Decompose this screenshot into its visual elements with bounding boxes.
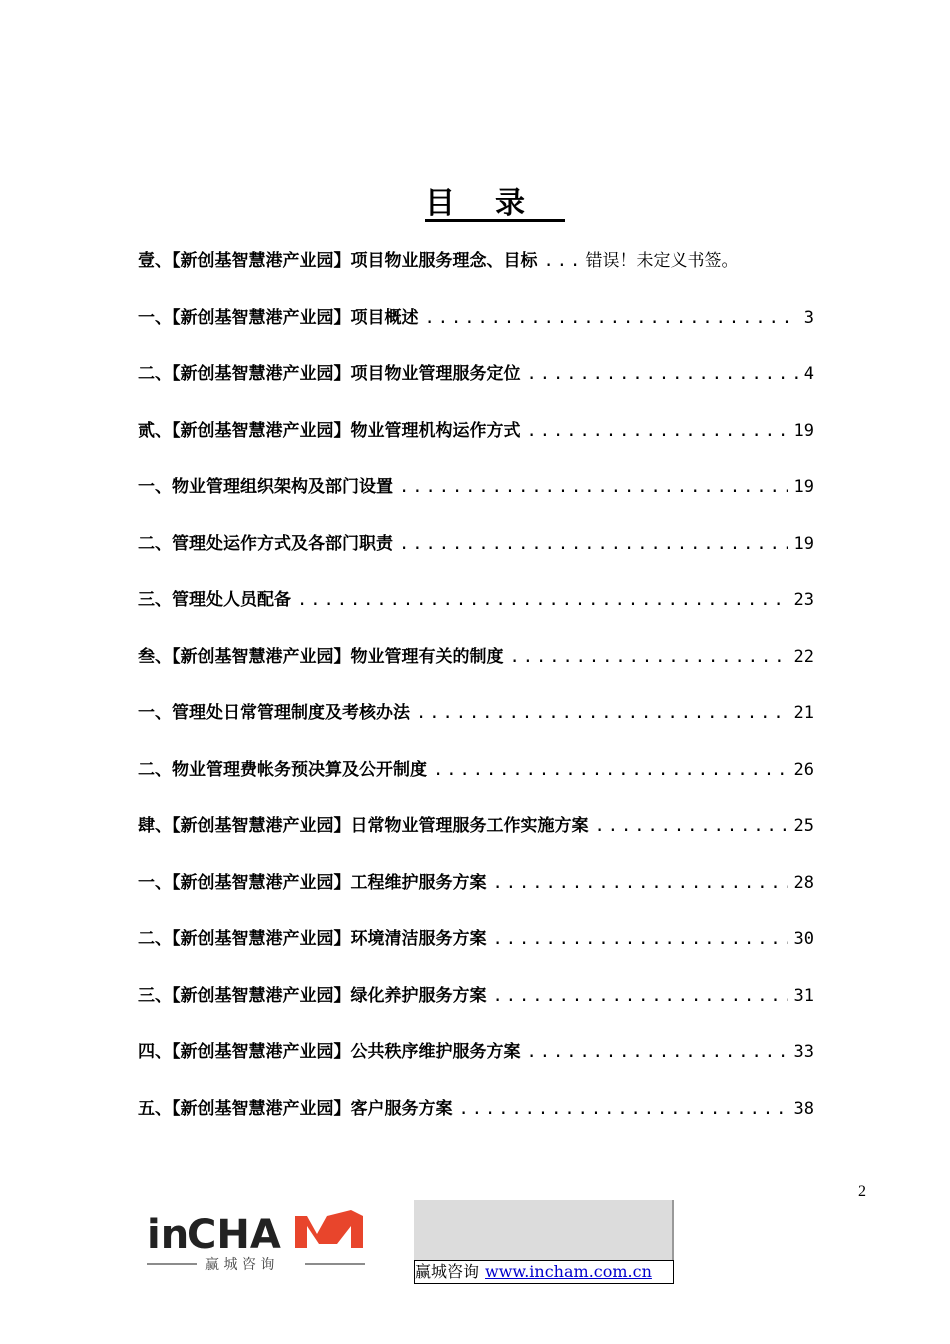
footer-url-link[interactable]: www.incham.com.cn <box>485 1262 652 1281</box>
toc-leader-dots <box>595 816 788 836</box>
toc-entry-text: 二、【新创基智慧港产业园】项目物业管理服务定位 <box>138 364 521 384</box>
toc-entry[interactable] <box>138 1094 814 1151</box>
toc-entry[interactable] <box>138 642 814 699</box>
toc-entry-text: 三、【新创基智慧港产业园】绿化养护服务方案 <box>138 985 487 1006</box>
toc-entry-page: 28 <box>793 872 814 893</box>
toc-leader-dots <box>493 929 788 949</box>
toc-entry-text: 一、【新创基智慧港产业园】项目概述 <box>138 307 419 328</box>
toc-entry-page: 25 <box>793 816 814 836</box>
toc-entry-page: 19 <box>793 533 814 554</box>
page-title <box>0 178 950 222</box>
toc-leader-dots <box>527 421 788 441</box>
toc-entry-page: 4 <box>803 364 814 384</box>
toc-entry[interactable] <box>138 416 814 473</box>
toc-entry-page: 31 <box>793 985 814 1006</box>
toc-leader-dots <box>297 590 788 610</box>
toc-entry-page: 33 <box>793 1042 814 1062</box>
toc-entry-page: 23 <box>793 590 814 610</box>
footer-contact <box>414 1260 674 1284</box>
toc-entry[interactable] <box>138 755 814 812</box>
toc-leader-dots <box>527 364 798 384</box>
toc-entry[interactable] <box>138 303 814 360</box>
toc-entry[interactable] <box>138 246 814 303</box>
toc-leader-dots <box>416 703 788 723</box>
toc-entry-text: 一、管理处日常管理制度及考核办法 <box>138 703 410 723</box>
toc-entry-page: 21 <box>793 703 814 723</box>
toc-entry-page: 3 <box>803 307 814 328</box>
toc-entry-text: 二、管理处运作方式及各部门职责 <box>138 533 393 554</box>
toc-leader-dots <box>433 760 788 780</box>
toc-entry-page: 19 <box>793 420 814 441</box>
toc-leader-dots <box>459 1099 788 1119</box>
toc-entry[interactable] <box>138 698 814 755</box>
toc-entry-page: 26 <box>793 759 814 780</box>
toc-entry-page: 30 <box>793 929 814 949</box>
toc-entry-text: 二、【新创基智慧港产业园】环境清洁服务方案 <box>138 929 487 949</box>
toc-entry-text: 三、管理处人员配备 <box>138 590 291 610</box>
svg-text:CHA: CHA <box>187 1212 281 1258</box>
toc-entry-page: 38 <box>793 1098 814 1119</box>
incham-logo <box>145 1200 375 1280</box>
toc-entry-text: 五、【新创基智慧港产业园】客户服务方案 <box>138 1098 453 1119</box>
toc-leader-dots <box>399 534 788 554</box>
toc-leader-dots <box>425 308 798 328</box>
toc-entry[interactable] <box>138 359 814 416</box>
toc-leader-dots <box>527 1042 788 1062</box>
toc-entry[interactable] <box>138 585 814 642</box>
table-of-contents <box>138 246 814 1150</box>
toc-entry-text: 肆、【新创基智慧港产业园】日常物业管理服务工作实施方案 <box>138 816 589 836</box>
toc-entry[interactable] <box>138 811 814 868</box>
svg-text:赢 城 咨 询: 赢 城 咨 询 <box>205 1257 275 1273</box>
toc-entry[interactable] <box>138 868 814 925</box>
toc-entry-text: 四、【新创基智慧港产业园】公共秩序维护服务方案 <box>138 1042 521 1062</box>
toc-entry-text: 二、物业管理费帐务预决算及公开制度 <box>138 759 427 780</box>
toc-entry[interactable] <box>138 1037 814 1094</box>
toc-leader-dots <box>510 647 788 667</box>
toc-entry-text: 壹、【新创基智慧港产业园】项目物业服务理念、目标 <box>138 251 538 271</box>
toc-leader-dots <box>399 477 788 497</box>
toc-leader-dots <box>493 986 788 1006</box>
toc-entry-text: 贰、【新创基智慧港产业园】物业管理机构运作方式 <box>138 420 521 441</box>
toc-entry[interactable] <box>138 981 814 1038</box>
svg-text:in: in <box>147 1212 190 1258</box>
page-number: 2 <box>858 1183 866 1200</box>
toc-entry[interactable] <box>138 924 814 981</box>
toc-entry[interactable] <box>138 472 814 529</box>
toc-leader-dots <box>544 251 580 271</box>
toc-entry-text: 叁、【新创基智慧港产业园】物业管理有关的制度 <box>138 646 504 667</box>
toc-entry-text: 一、【新创基智慧港产业园】工程维护服务方案 <box>138 872 487 893</box>
toc-entry-text: 一、物业管理组织架构及部门设置 <box>138 477 393 497</box>
toc-entry[interactable] <box>138 529 814 586</box>
toc-entry-error: 错误！未定义书签。 <box>585 251 739 271</box>
title-text: 目录 <box>425 186 565 221</box>
footer-company: 赢城咨询 <box>415 1262 480 1281</box>
toc-leader-dots <box>493 873 788 893</box>
toc-entry-page: 19 <box>793 477 814 497</box>
toc-entry-page: 22 <box>793 646 814 667</box>
